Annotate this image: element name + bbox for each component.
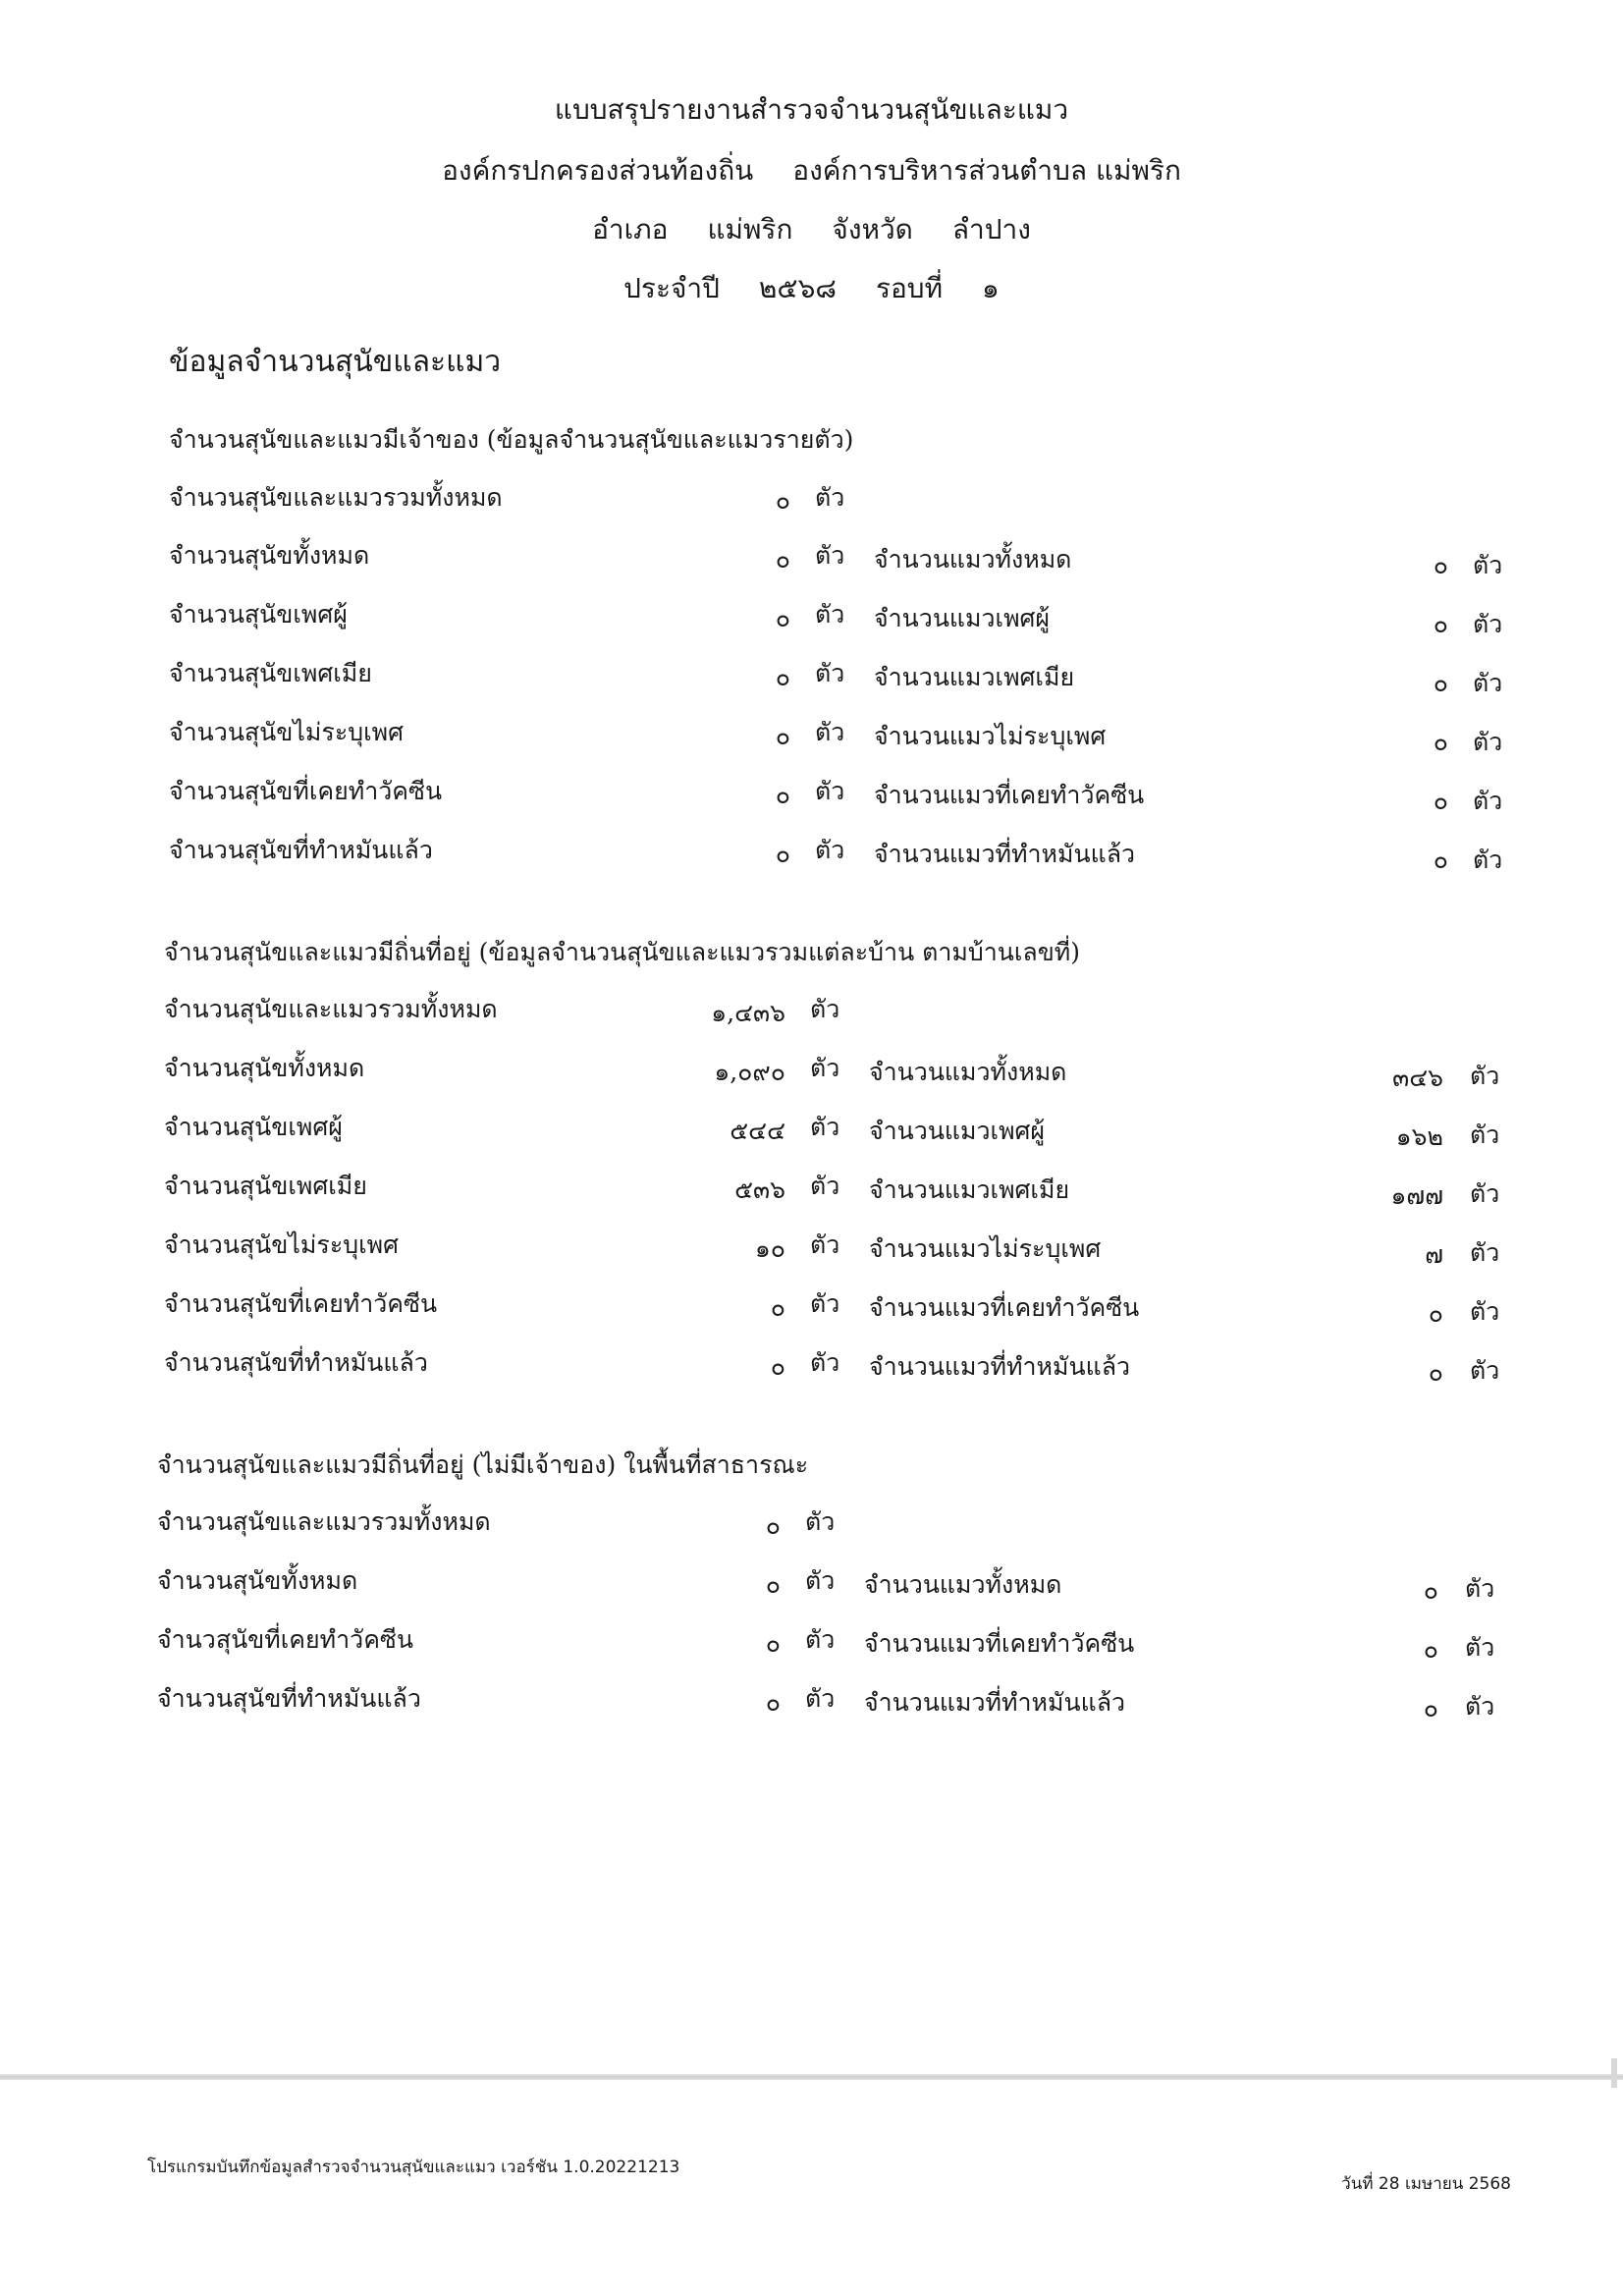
public-dog-vaccinated-value: ๐ (765, 1629, 781, 1658)
public-dog-sterilized-value: ๐ (765, 1688, 781, 1717)
household-cat-vaccinated-label: จำนวนแมวที่เคยทำวัคซีน (869, 1293, 1140, 1322)
owned-total-value: ๐ (775, 486, 790, 515)
household-cat-unknown-unit: ตัว (1470, 1238, 1500, 1267)
household-dog-sterilized-value: ๐ (770, 1352, 785, 1381)
household-dog-unknown-value: ๑๐ (754, 1234, 785, 1263)
owned-cat-total-label: จำนวนแมวทั้งหมด (874, 545, 1072, 574)
household-dog-vaccinated-value: ๐ (770, 1293, 785, 1322)
owned-dog-vaccinated-label: จำนวนสุนัขที่เคยทำวัคซีน (169, 777, 443, 805)
owned-cat-female-value: ๐ (1433, 669, 1448, 697)
public-cat-sterilized-unit: ตัว (1465, 1692, 1495, 1721)
household-dog-sterilized-unit: ตัว (810, 1348, 840, 1377)
public-dog-sterilized-label: จำนวนสุนัขที่ทำหมันแล้ว (157, 1684, 421, 1713)
household-cat-male-label: จำนวนแมวเพศผู้ (869, 1117, 1046, 1145)
household-cat-female-unit: ตัว (1470, 1179, 1500, 1208)
district-name: แม่พริก (707, 213, 793, 246)
household-cat-unknown-label: จำนวนแมวไม่ระบุเพศ (869, 1234, 1102, 1263)
owned-dog-sterilized-value: ๐ (775, 840, 790, 868)
household-cat-total-label: จำนวนแมวทั้งหมด (869, 1058, 1067, 1086)
owned-dog-female-label: จำนวนสุนัขเพศเมีย (169, 659, 372, 687)
household-cat-sterilized-value: ๐ (1428, 1358, 1443, 1387)
owned-cat-vaccinated-value: ๐ (1433, 787, 1448, 815)
owned-dog-unknown-value: ๐ (775, 722, 790, 750)
household-dog-total-value: ๑,๐๙๐ (714, 1058, 785, 1086)
household-cat-total-unit: ตัว (1470, 1062, 1500, 1090)
household-cat-unknown-value: ๗ (1425, 1240, 1443, 1269)
owned-dog-vaccinated-value: ๐ (775, 781, 790, 809)
household-dog-vaccinated-label: จำนวนสุนัขที่เคยทำวัคซีน (164, 1289, 438, 1318)
public-cat-total-unit: ตัว (1465, 1574, 1495, 1603)
owned-cat-sterilized-value: ๐ (1433, 846, 1448, 874)
year-value: ๒๕๖๘ (758, 272, 837, 304)
owned-dog-male-unit: ตัว (815, 600, 845, 629)
footer-program-version: โปรแกรมบันทึกข้อมูลสำรวจจำนวนสุนัขและแมว เวอร์ชัน 1.0.20221213 (147, 2158, 680, 2177)
owned-total-label: จำนวนสุนัขและแมวรวมทั้งหมด (169, 483, 503, 512)
org-line (0, 149, 1623, 192)
household-dog-total-unit: ตัว (810, 1054, 840, 1082)
public-cat-sterilized-value: ๐ (1423, 1694, 1438, 1722)
household-cat-sterilized-label: จำนวนแมวที่ทำหมันแล้ว (869, 1352, 1131, 1381)
owned-dog-vaccinated-unit: ตัว (815, 777, 845, 805)
org-name: องค์การบริหารส่วนตำบล แม่พริก (792, 154, 1181, 187)
owned-cat-male-label: จำนวนแมวเพศผู้ (874, 604, 1051, 632)
household-dog-male-label: จำนวนสุนัขเพศผู้ (164, 1113, 343, 1141)
household-dog-total-label: จำนวนสุนัขทั้งหมด (164, 1054, 365, 1082)
owned-dog-male-value: ๐ (775, 604, 790, 632)
owned-cat-unknown-value: ๐ (1433, 728, 1448, 756)
owned-cat-vaccinated-unit: ตัว (1473, 787, 1503, 815)
province-name: ลำปาง (951, 213, 1031, 246)
owned-cat-sterilized-unit: ตัว (1473, 846, 1503, 874)
owned-dog-total-unit: ตัว (815, 541, 845, 570)
household-dog-sterilized-label: จำนวนสุนัขที่ทำหมันแล้ว (164, 1348, 428, 1377)
household-cat-female-label: จำนวนแมวเพศเมีย (869, 1175, 1070, 1204)
owned-cat-unknown-label: จำนวนแมวไม่ระบุเพศ (874, 722, 1107, 750)
household-cat-male-value: ๑๖๒ (1395, 1122, 1443, 1151)
owned-dog-unknown-label: จำนวนสุนัขไม่ระบุเพศ (169, 718, 405, 746)
province-label: จังหวัด (832, 213, 913, 246)
owned-cat-female-label: จำนวนแมวเพศเมีย (874, 663, 1075, 691)
public-total-label: จำนวนสุนัขและแมวรวมทั้งหมด (157, 1507, 491, 1536)
owned-dog-male-label: จำนวนสุนัขเพศผู้ (169, 600, 348, 629)
household-cat-vaccinated-unit: ตัว (1470, 1297, 1500, 1326)
year-label: ประจำปี (623, 272, 720, 304)
household-dog-unknown-unit: ตัว (810, 1230, 840, 1259)
public-dog-total-value: ๐ (765, 1570, 781, 1599)
public-dog-sterilized-unit: ตัว (805, 1684, 836, 1713)
round-value: ๑ (982, 272, 1000, 304)
owned-section-title: จำนวนสุนัขและแมวมีเจ้าของ (ข้อมูลจำนวนสุนัขและแมวรายตัว) (169, 425, 854, 454)
public-total-unit: ตัว (805, 1507, 836, 1536)
household-dog-female-label: จำนวนสุนัขเพศเมีย (164, 1172, 367, 1200)
owned-cat-male-unit: ตัว (1473, 610, 1503, 638)
owned-cat-sterilized-label: จำนวนแมวที่ทำหมันแล้ว (874, 840, 1136, 868)
owned-cat-vaccinated-label: จำนวนแมวที่เคยทำวัคซีน (874, 781, 1145, 809)
public-cat-total-label: จำนวนแมวทั้งหมด (864, 1570, 1062, 1599)
owned-cat-unknown-unit: ตัว (1473, 728, 1503, 756)
public-cat-vaccinated-value: ๐ (1423, 1635, 1438, 1664)
period-line (0, 267, 1623, 310)
owned-cat-total-value: ๐ (1433, 551, 1448, 579)
scan-edge-mark (1611, 2058, 1617, 2088)
public-cat-vaccinated-label: จำนวนแมวที่เคยทำวัคซีน (864, 1629, 1135, 1658)
public-section-title: จำนวนสุนัขและแมวมีถิ่นที่อยู่ (ไม่มีเจ้าของ) ในพื้นที่สาธารณะ (157, 1450, 809, 1479)
household-dog-male-value: ๕๔๔ (730, 1117, 785, 1145)
owned-dog-female-unit: ตัว (815, 659, 845, 687)
owned-dog-female-value: ๐ (775, 663, 790, 691)
owned-dog-total-value: ๐ (775, 545, 790, 574)
owned-total-unit: ตัว (815, 483, 845, 512)
location-line (0, 208, 1623, 251)
owned-cat-female-unit: ตัว (1473, 669, 1503, 697)
household-dog-vaccinated-unit: ตัว (810, 1289, 840, 1318)
public-total-value: ๐ (765, 1511, 781, 1540)
household-total-value: ๑,๔๓๖ (711, 999, 785, 1027)
household-total-unit: ตัว (810, 995, 840, 1023)
household-cat-female-value: ๑๗๗ (1390, 1181, 1443, 1210)
household-cat-total-value: ๓๔๖ (1392, 1064, 1443, 1092)
household-section-title: จำนวนสุนัขและแมวมีถิ่นที่อยู่ (ข้อมูลจำนวนสุนัขและแมวรวมแต่ละบ้าน ตามบ้านเลขที่) (164, 938, 1081, 966)
public-dog-vaccinated-label: จำนวสุนัขที่เคยทำวัคซีน (157, 1625, 413, 1654)
owned-cat-total-unit: ตัว (1473, 551, 1503, 579)
round-label: รอบที่ (875, 272, 944, 304)
report-title: แบบสรุปรายงานสำรวจจำนวนสุนัขและแมว (554, 93, 1069, 126)
household-total-label: จำนวนสุนัขและแมวรวมทั้งหมด (164, 995, 498, 1023)
household-cat-sterilized-unit: ตัว (1470, 1356, 1500, 1385)
footer-divider (0, 2074, 1623, 2080)
public-cat-vaccinated-unit: ตัว (1465, 1633, 1495, 1662)
section-title: ข้อมูลจำนวนสุนัขและแมว (169, 345, 502, 379)
household-dog-unknown-label: จำนวนสุนัขไม่ระบุเพศ (164, 1230, 400, 1259)
household-dog-female-value: ๕๓๖ (734, 1175, 785, 1204)
owned-cat-male-value: ๐ (1433, 610, 1448, 638)
household-dog-male-unit: ตัว (810, 1113, 840, 1141)
public-cat-sterilized-label: จำนวนแมวที่ทำหมันแล้ว (864, 1688, 1126, 1717)
footer-date: วันที่ 28 เมษายน 2568 (1341, 2174, 1511, 2194)
owned-dog-total-label: จำนวนสุนัขทั้งหมด (169, 541, 370, 570)
household-dog-female-unit: ตัว (810, 1172, 840, 1200)
household-cat-vaccinated-value: ๐ (1428, 1299, 1443, 1328)
household-cat-male-unit: ตัว (1470, 1121, 1500, 1149)
district-label: อำเภอ (592, 213, 669, 246)
public-cat-total-value: ๐ (1423, 1576, 1438, 1605)
owned-dog-sterilized-unit: ตัว (815, 836, 845, 864)
owned-dog-unknown-unit: ตัว (815, 718, 845, 746)
public-dog-total-label: จำนวนสุนัขทั้งหมด (157, 1566, 358, 1595)
org-label: องค์กรปกครองส่วนท้องถิ่น (442, 154, 754, 187)
public-dog-total-unit: ตัว (805, 1566, 836, 1595)
public-dog-vaccinated-unit: ตัว (805, 1625, 836, 1654)
owned-dog-sterilized-label: จำนวนสุนัขที่ทำหมันแล้ว (169, 836, 433, 864)
